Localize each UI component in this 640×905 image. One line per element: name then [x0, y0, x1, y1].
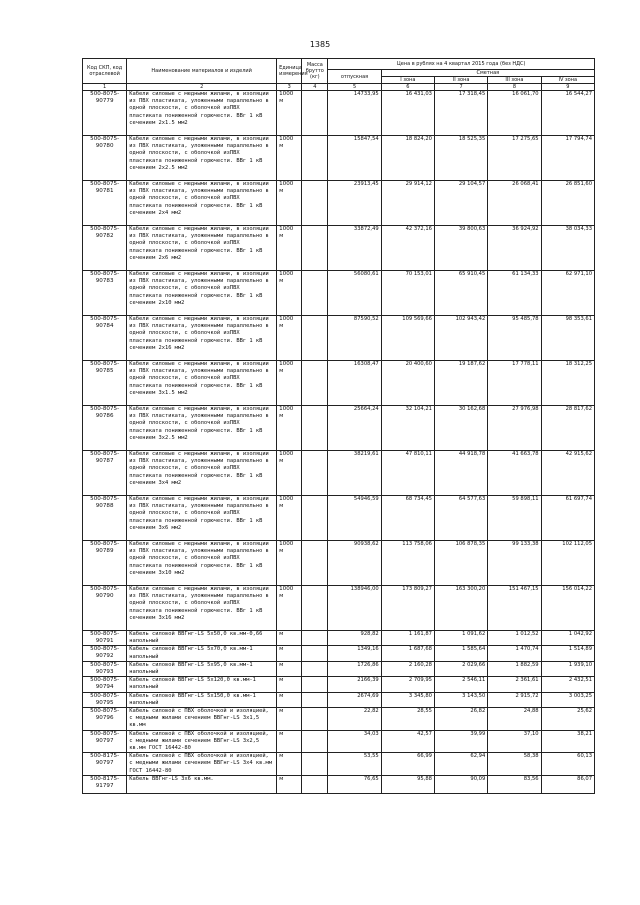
cell-p5: 1 939,10 [541, 661, 594, 676]
table-row [83, 677, 595, 692]
cell-p1: 928,82 [328, 631, 381, 646]
cell-p4: 83,56 [488, 775, 541, 793]
cell-p5: 62 971,10 [541, 271, 594, 316]
table-header [83, 59, 595, 91]
cell-unit: м [277, 775, 302, 793]
price-table [82, 58, 595, 794]
cell-unit: 1000 м [277, 226, 302, 271]
cell-p3: 2 029,66 [434, 661, 487, 676]
cell-p5: 98 353,61 [541, 316, 594, 361]
cell-p5: 18 312,25 [541, 361, 594, 406]
header-zone4: IV зона [541, 77, 594, 84]
table-row [83, 271, 595, 316]
cell-p5: 28 817,62 [541, 406, 594, 451]
cell-p3: 64 577,63 [434, 496, 487, 541]
cell-p2: 173 809,27 [381, 586, 434, 631]
cell-unit: м [277, 631, 302, 646]
cell-unit: 1000 м [277, 496, 302, 541]
cell-name: Кабели силовые с медными жилами, в изоляции из ПВХ пластиката, уложенными параллельно в одной плоскости, с оболочкой изПВХ пластиката пониженной горючести. ВВг 1 кВ сечением 3х1.5 мм2 [127, 361, 277, 406]
table-row [83, 661, 595, 676]
cell-mass [302, 692, 328, 707]
cell-unit: 1000 м [277, 271, 302, 316]
cell-name: Кабели силовые с медными жилами, в изоляции из ПВХ пластиката, уложенными параллельно в одной плоскости, с оболочкой изПВХ пластиката пониженной горючести. ВВг 1 кВ сечением 2х16 мм2 [127, 316, 277, 361]
cell-p4: 59 898,11 [488, 496, 541, 541]
cell-p3: 65 910,45 [434, 271, 487, 316]
cell-p5: 42 915,62 [541, 451, 594, 496]
col-number: 8 [488, 84, 541, 91]
cell-p1: 1349,16 [328, 646, 381, 661]
cell-mass [302, 646, 328, 661]
cell-name: Кабель силовой ВВГнг-LS 5х95,0 кв.мм-1 напольный [127, 661, 277, 676]
header-zone3: III зона [488, 77, 541, 84]
cell-p3: 62,94 [434, 753, 487, 776]
cell-code: 500-8075-90791 [83, 631, 127, 646]
cell-name: Кабели силовые с медными жилами, в изоляции из ПВХ пластиката, уложенными параллельно в одной плоскости, с оболочкой изПВХ пластиката пониженной горючести. ВВг 1 кВ сечением 2х6 мм2 [127, 226, 277, 271]
cell-p1: 22,82 [328, 708, 381, 731]
cell-name: Кабели силовые с медными жилами, в изоляции из ПВХ пластиката, уложенными параллельно в одной плоскости, с оболочкой изПВХ пластиката пониженной горючести. ВВг 1 кВ сечением 3х4 мм2 [127, 451, 277, 496]
table-row [83, 316, 595, 361]
cell-mass [302, 451, 328, 496]
cell-p1: 34,03 [328, 730, 381, 753]
cell-p2: 109 569,66 [381, 316, 434, 361]
cell-code: 500-8075-90787 [83, 451, 127, 496]
cell-p4: 17 778,11 [488, 361, 541, 406]
header-zone1: I зона [381, 77, 434, 84]
cell-p3: 17 318,45 [434, 91, 487, 136]
cell-mass [302, 753, 328, 776]
cell-p1: 25664,24 [328, 406, 381, 451]
cell-p5: 1 042,92 [541, 631, 594, 646]
cell-mass [302, 661, 328, 676]
cell-p4: 24,88 [488, 708, 541, 731]
table-row [83, 136, 595, 181]
cell-unit: 1000 м [277, 316, 302, 361]
cell-mass [302, 775, 328, 793]
cell-name: Кабели силовые с медными жилами, в изоляции из ПВХ пластиката, уложенными параллельно в одной плоскости, с оболочкой изПВХ пластиката пониженной горючести. ВВг 1 кВ сечением 3х10 мм2 [127, 541, 277, 586]
header-code: Код СКП, код отраслевой [83, 59, 127, 84]
cell-unit: м [277, 692, 302, 707]
cell-name: Кабель силовой ВВГнг-LS 5х70,0 кв.мм-1 напольный [127, 646, 277, 661]
cell-unit: 1000 м [277, 406, 302, 451]
cell-p3: 19 187,62 [434, 361, 487, 406]
cell-unit: 1000 м [277, 361, 302, 406]
table-row [83, 226, 595, 271]
cell-p5: 17 794,74 [541, 136, 594, 181]
col-number: 1 [83, 84, 127, 91]
cell-p3: 90,09 [434, 775, 487, 793]
cell-p4: 61 134,33 [488, 271, 541, 316]
cell-mass [302, 271, 328, 316]
cell-code: 500-8075-90780 [83, 136, 127, 181]
cell-p5: 38 034,33 [541, 226, 594, 271]
cell-p4: 17 275,65 [488, 136, 541, 181]
table-row [83, 406, 595, 451]
cell-p2: 1 161,87 [381, 631, 434, 646]
header-release: отпускная [328, 70, 381, 84]
table-body [83, 91, 595, 794]
cell-code: 500-8075-90790 [83, 586, 127, 631]
table-row [83, 646, 595, 661]
table-row [83, 451, 595, 496]
cell-p3: 18 525,35 [434, 136, 487, 181]
cell-code: 500-8075-90786 [83, 406, 127, 451]
cell-p3: 2 546,11 [434, 677, 487, 692]
cell-p1: 16308,47 [328, 361, 381, 406]
cell-code: 500-8075-90779 [83, 91, 127, 136]
cell-p2: 70 153,01 [381, 271, 434, 316]
cell-name: Кабели силовые с медными жилами, в изоляции из ПВХ пластиката, уложенными параллельно в одной плоскости, с оболочкой изПВХ пластиката пониженной горючести. ВВг 1 кВ сечением 2х4 мм2 [127, 181, 277, 226]
cell-p2: 29 914,12 [381, 181, 434, 226]
cell-p5: 1 514,89 [541, 646, 594, 661]
cell-p1: 90938,62 [328, 541, 381, 586]
cell-p2: 28,55 [381, 708, 434, 731]
cell-name: Кабель силовой ВВГнг-LS 5х120,0 кв.мм-1 напольный [127, 677, 277, 692]
cell-p2: 95,88 [381, 775, 434, 793]
cell-p3: 163 300,20 [434, 586, 487, 631]
header-name: Наименование материалов и изделий [127, 59, 277, 84]
col-number: 2 [127, 84, 277, 91]
col-number: 6 [381, 84, 434, 91]
cell-p1: 23913,45 [328, 181, 381, 226]
cell-name: Кабель силовой с ПВХ оболочкой и изоляцией, с медными жилами сечением ВВГнг-LS 3х2,5 кв.мм ГОСТ 16442-80 [127, 730, 277, 753]
cell-p2: 42,57 [381, 730, 434, 753]
cell-name: Кабели силовые с медными жилами, в изоляции из ПВХ пластиката, уложенными параллельно в одной плоскости, с оболочкой изПВХ пластиката пониженной горючести. ВВг 1 кВ сечением 3х6 мм2 [127, 496, 277, 541]
cell-p2: 47 810,11 [381, 451, 434, 496]
cell-p4: 26 068,41 [488, 181, 541, 226]
cell-p3: 102 943,42 [434, 316, 487, 361]
cell-name: Кабели силовые с медными жилами, в изоляции из ПВХ пластиката, уложенными параллельно в одной плоскости, с оболочкой изПВХ пластиката пониженной горючести. ВВг 1 кВ сечением 2х2.5 мм2 [127, 136, 277, 181]
cell-name: Кабель силовой с ПВХ оболочкой и изоляцией, с медными жилами сечением ВВГнг-LS 3х4 кв.мм ГОСТ 16442-80 [127, 753, 277, 776]
cell-p2: 32 104,21 [381, 406, 434, 451]
cell-p4: 58,38 [488, 753, 541, 776]
cell-p4: 95 485,78 [488, 316, 541, 361]
cell-p3: 30 162,68 [434, 406, 487, 451]
cell-code: 500-8075-90797 [83, 730, 127, 753]
cell-p2: 1 687,68 [381, 646, 434, 661]
col-number: 7 [434, 84, 487, 91]
table-row [83, 541, 595, 586]
col-number: 9 [541, 84, 594, 91]
cell-name: Кабель силовой ВВГнг-LS 5х150,0 кв.мм-1 напольный [127, 692, 277, 707]
cell-mass [302, 496, 328, 541]
cell-p2: 68 734,45 [381, 496, 434, 541]
cell-code: 500-8075-90796 [83, 708, 127, 731]
cell-p3: 29 104,57 [434, 181, 487, 226]
cell-unit: м [277, 646, 302, 661]
table-row [83, 730, 595, 753]
cell-mass [302, 91, 328, 136]
cell-unit: м [277, 708, 302, 731]
cell-p1: 56080,61 [328, 271, 381, 316]
cell-mass [302, 730, 328, 753]
cell-p1: 138946,00 [328, 586, 381, 631]
cell-code: 500-8075-90795 [83, 692, 127, 707]
column-number-row [83, 84, 595, 91]
cell-p4: 37,10 [488, 730, 541, 753]
cell-mass [302, 541, 328, 586]
cell-p3: 3 143,50 [434, 692, 487, 707]
table-row [83, 775, 595, 793]
cell-p1: 2166,39 [328, 677, 381, 692]
cell-p5: 26 851,60 [541, 181, 594, 226]
cell-p1: 2674,69 [328, 692, 381, 707]
cell-p2: 2 709,95 [381, 677, 434, 692]
cell-p1: 54946,59 [328, 496, 381, 541]
cell-p1: 15847,54 [328, 136, 381, 181]
table-row [83, 496, 595, 541]
cell-name: Кабель силовой с ПВХ оболочкой и изоляцией, с медными жилами сечением ВВГнг-LS 3х1,5 кв.мм [127, 708, 277, 731]
header-estimate: Сметная [381, 70, 594, 77]
cell-p3: 44 918,78 [434, 451, 487, 496]
cell-unit: м [277, 661, 302, 676]
cell-p5: 61 697,74 [541, 496, 594, 541]
cell-p5: 25,62 [541, 708, 594, 731]
header-price-group: Цена в рублях на 4 квартал 2015 года (без НДС) [328, 59, 595, 70]
cell-mass [302, 406, 328, 451]
cell-p1: 76,65 [328, 775, 381, 793]
cell-p2: 42 372,16 [381, 226, 434, 271]
cell-code: 500-8075-90785 [83, 361, 127, 406]
cell-p3: 1 585,64 [434, 646, 487, 661]
cell-p4: 36 924,92 [488, 226, 541, 271]
cell-p4: 1 882,59 [488, 661, 541, 676]
table-row [83, 692, 595, 707]
cell-mass [302, 181, 328, 226]
cell-p4: 2 915,72 [488, 692, 541, 707]
cell-mass [302, 586, 328, 631]
cell-p3: 26,82 [434, 708, 487, 731]
cell-p2: 20 400,60 [381, 361, 434, 406]
cell-unit: м [277, 677, 302, 692]
cell-name: Кабель силовой ВВГнг-LS 5х50,0 кв.мм-0,66 напольный [127, 631, 277, 646]
cell-p5: 86,07 [541, 775, 594, 793]
col-number: 4 [302, 84, 328, 91]
cell-mass [302, 226, 328, 271]
cell-p4: 2 361,61 [488, 677, 541, 692]
cell-p5: 2 432,51 [541, 677, 594, 692]
cell-p1: 53,55 [328, 753, 381, 776]
cell-mass [302, 708, 328, 731]
cell-code: 500-8075-90789 [83, 541, 127, 586]
cell-p5: 38,21 [541, 730, 594, 753]
cell-code: 500-8075-90784 [83, 316, 127, 361]
cell-p4: 41 663,78 [488, 451, 541, 496]
cell-code: 500-8075-90783 [83, 271, 127, 316]
cell-p4: 1 012,52 [488, 631, 541, 646]
cell-p4: 151 467,15 [488, 586, 541, 631]
page-number: 1385 [309, 40, 331, 49]
cell-name: Кабели силовые с медными жилами, в изоляции из ПВХ пластиката, уложенными параллельно в одной плоскости, с оболочкой изПВХ пластиката пониженной горючести. ВВг 1 кВ сечением 2х1.5 мм2 [127, 91, 277, 136]
cell-name: Кабели силовые с медными жилами, в изоляции из ПВХ пластиката, уложенными параллельно в одной плоскости, с оболочкой изПВХ пластиката пониженной горючести. ВВг 1 кВ сечением 3х16 мм2 [127, 586, 277, 631]
cell-code: 500-8175-90797 [83, 753, 127, 776]
cell-p1: 14733,95 [328, 91, 381, 136]
table-row [83, 708, 595, 731]
col-number: 5 [328, 84, 381, 91]
table-row [83, 631, 595, 646]
cell-unit: 1000 м [277, 91, 302, 136]
cell-p1: 33872,49 [328, 226, 381, 271]
cell-p3: 39 800,63 [434, 226, 487, 271]
cell-p1: 87590,52 [328, 316, 381, 361]
cell-p3: 1 091,62 [434, 631, 487, 646]
cell-p5: 102 112,05 [541, 541, 594, 586]
col-number: 3 [277, 84, 302, 91]
cell-p3: 106 878,35 [434, 541, 487, 586]
cell-p5: 3 003,25 [541, 692, 594, 707]
cell-unit: 1000 м [277, 451, 302, 496]
cell-p1: 1726,86 [328, 661, 381, 676]
cell-unit: 1000 м [277, 181, 302, 226]
cell-p1: 38219,61 [328, 451, 381, 496]
cell-p2: 16 431,03 [381, 91, 434, 136]
table-row [83, 361, 595, 406]
cell-p4: 27 976,98 [488, 406, 541, 451]
cell-p2: 66,99 [381, 753, 434, 776]
table-row [83, 91, 595, 136]
cell-mass [302, 677, 328, 692]
cell-unit: м [277, 730, 302, 753]
cell-unit: 1000 м [277, 541, 302, 586]
cell-code: 500-8175-91797 [83, 775, 127, 793]
cell-name: Кабели силовые с медными жилами, в изоляции из ПВХ пластиката, уложенными параллельно в одной плоскости, с оболочкой изПВХ пластиката пониженной горючести. ВВг 1 кВ сечением 2х10 мм2 [127, 271, 277, 316]
cell-p2: 2 160,28 [381, 661, 434, 676]
cell-p4: 16 061,70 [488, 91, 541, 136]
cell-p4: 99 133,38 [488, 541, 541, 586]
cell-name: Кабели силовые с медными жилами, в изоляции из ПВХ пластиката, уложенными параллельно в одной плоскости, с оболочкой изПВХ пластиката пониженной горючести. ВВг 1 кВ сечением 3х2.5 мм2 [127, 406, 277, 451]
table-row [83, 753, 595, 776]
cell-p2: 18 824,20 [381, 136, 434, 181]
table-row [83, 586, 595, 631]
cell-p3: 39,99 [434, 730, 487, 753]
cell-code: 500-8075-90792 [83, 646, 127, 661]
cell-unit: 1000 м [277, 136, 302, 181]
cell-p5: 60,13 [541, 753, 594, 776]
cell-mass [302, 361, 328, 406]
cell-code: 500-8075-90793 [83, 661, 127, 676]
cell-unit: м [277, 753, 302, 776]
cell-p4: 1 470,74 [488, 646, 541, 661]
cell-mass [302, 631, 328, 646]
header-zone2: II зона [434, 77, 487, 84]
cell-unit: 1000 м [277, 586, 302, 631]
cell-code: 500-8075-90794 [83, 677, 127, 692]
cell-p5: 156 014,22 [541, 586, 594, 631]
cell-p2: 113 758,06 [381, 541, 434, 586]
cell-name: Кабель ВВГнг-LS 3х6 кв.мм. [127, 775, 277, 793]
cell-code: 500-8075-90782 [83, 226, 127, 271]
header-mass: Масса брутто (кг) [302, 59, 328, 84]
cell-p5: 16 544,27 [541, 91, 594, 136]
cell-mass [302, 316, 328, 361]
cell-p2: 3 345,80 [381, 692, 434, 707]
cell-code: 500-8075-90781 [83, 181, 127, 226]
header-unit: Единица измерения [277, 59, 302, 84]
table-row [83, 181, 595, 226]
cell-code: 500-8075-90788 [83, 496, 127, 541]
cell-mass [302, 136, 328, 181]
